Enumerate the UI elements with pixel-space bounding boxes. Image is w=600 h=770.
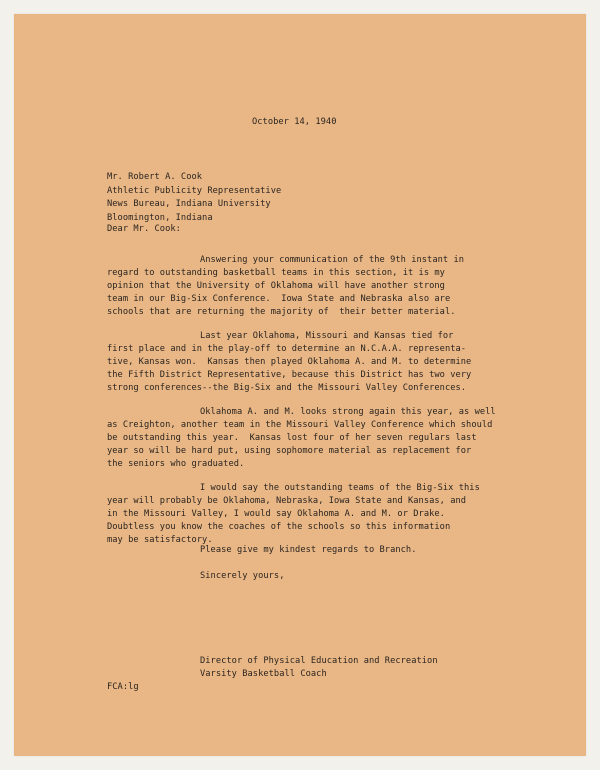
- paragraph-4-line-5: may be satisfactory.: [107, 535, 213, 545]
- paragraph-3-line-1: Oklahoma A. and M. looks strong again this year, as well: [200, 407, 496, 417]
- letter-page: [14, 14, 586, 756]
- recipient-title: Athletic Publicity Representative: [107, 186, 282, 196]
- letter-date: October 14, 1940: [252, 117, 337, 127]
- paragraph-1-line-1: Answering your communication of the 9th instant in: [200, 255, 465, 265]
- paragraph-1-line-2: regard to outstanding basketball teams in this section, it is my: [107, 268, 445, 278]
- paragraph-2-line-3: tive, Kansas won. Kansas then played Oklahoma A. and M. to determine: [107, 357, 472, 367]
- paragraph-4-line-2: year will probably be Oklahoma, Nebraska, Iowa State and Kansas, and: [107, 496, 467, 506]
- paragraph-3-line-5: the seniors who graduated.: [107, 459, 245, 469]
- paragraph-4-line-1: I would say the outstanding teams of the Big-Six this: [200, 483, 480, 493]
- recipient-organization: News Bureau, Indiana University: [107, 199, 271, 209]
- recipient-city: Bloomington, Indiana: [107, 213, 213, 223]
- paragraph-3-line-4: year so will be hard put, using sophomore material as replacement for: [107, 446, 472, 456]
- paragraph-2-line-2: first place and in the play-off to determine an N.C.A.A. representa-: [107, 344, 467, 354]
- paragraph-4-line-3: in the Missouri Valley, I would say Oklahoma A. and M. or Drake.: [107, 509, 445, 519]
- paragraph-1-line-5: schools that are returning the majority of their better material.: [107, 307, 456, 317]
- paragraph-2-line-1: Last year Oklahoma, Missouri and Kansas tied for: [200, 331, 454, 341]
- signature-title-1: Director of Physical Education and Recreation: [200, 656, 438, 666]
- salutation: Dear Mr. Cook:: [107, 224, 181, 234]
- paragraph-1-line-4: team in our Big-Six Conference. Iowa State and Nebraska also are: [107, 294, 451, 304]
- paragraph-1-line-3: opinion that the University of Oklahoma will have another strong: [107, 281, 445, 291]
- paragraph-2-line-5: strong conferences--the Big-Six and the Missouri Valley Conferences.: [107, 383, 467, 393]
- signature-title-2: Varsity Basketball Coach: [200, 669, 327, 679]
- paragraph-2-line-4: the Fifth District Representative, because this District has two very: [107, 370, 472, 380]
- recipient-name: Mr. Robert A. Cook: [107, 172, 203, 182]
- paragraph-3-line-3: be outstanding this year. Kansas lost four of her seven regulars last: [107, 433, 477, 443]
- paragraph-4-line-4: Doubtless you know the coaches of the schools so this information: [107, 522, 451, 532]
- regards-line: Please give my kindest regards to Branch.: [200, 545, 417, 555]
- closing-line: Sincerely yours,: [200, 571, 285, 581]
- typist-initials: FCA:lg: [107, 682, 139, 692]
- paragraph-3-line-2: as Creighton, another team in the Missouri Valley Conference which should: [107, 420, 493, 430]
